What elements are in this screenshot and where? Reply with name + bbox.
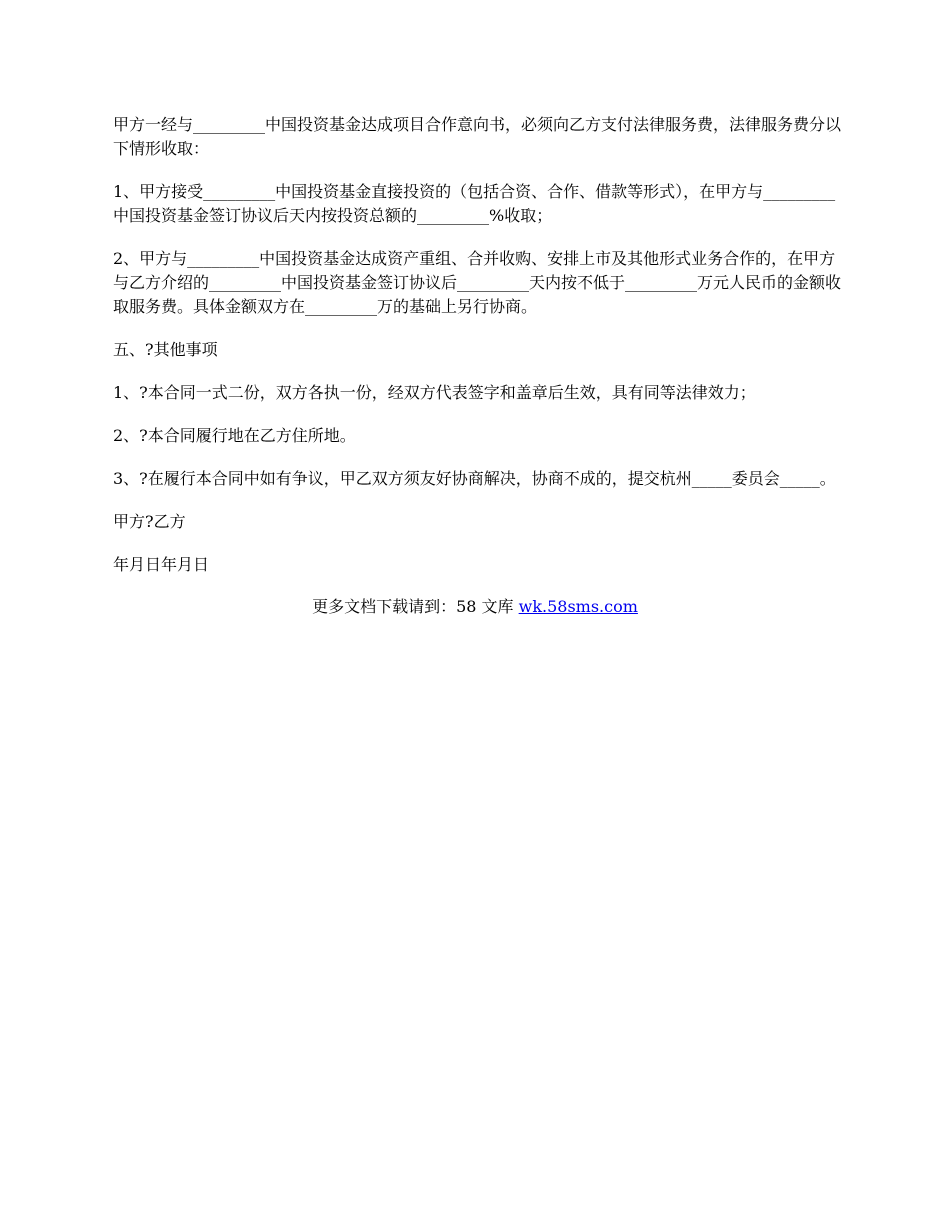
footer-link[interactable]: wk.58sms.com (518, 597, 638, 616)
footer (0, 595, 950, 619)
paragraph-clause-1: 1、甲方接受_________中国投资基金直接投资的（包括合资、合作、借款等形式），在甲方与_________中国投资基金签订协议后天内按投资总额的_________%收取； (113, 182, 836, 225)
footer-text: 更多文档下载请到：58 文库 (312, 597, 519, 616)
paragraph-fee-intro: 甲方一经与_________中国投资基金达成项目合作意向书，必须向乙方支付法律服务费，法律服务费分以下情形收取： (113, 115, 842, 158)
paragraph-clause-2: 2、甲方与_________中国投资基金达成资产重组、合并收购、安排上市及其他形式业务合作的，在甲方与乙方介绍的_________中国投资基金签订协议后_________天内按不低于_________万元人民币的金额收取服务费。具体金额双方在_________万的基础上另行协商。 (113, 249, 842, 316)
signature-parties: 甲方?乙方 (113, 512, 186, 531)
signature-dates: 年月日年月日 (113, 555, 210, 574)
paragraph-other-3: 3、?在履行本合同中如有争议，甲乙双方须友好协商解决，协商不成的，提交杭州_____委员会_____。 (113, 469, 836, 488)
paragraph-other-2: 2、?本合同履行地在乙方住所地。 (113, 426, 356, 445)
section-heading-other-matters: 五、?其他事项 (113, 340, 218, 359)
document-body (113, 113, 843, 596)
paragraph-other-1: 1、?本合同一式二份，双方各执一份，经双方代表签字和盖章后生效，具有同等法律效力； (113, 383, 756, 402)
